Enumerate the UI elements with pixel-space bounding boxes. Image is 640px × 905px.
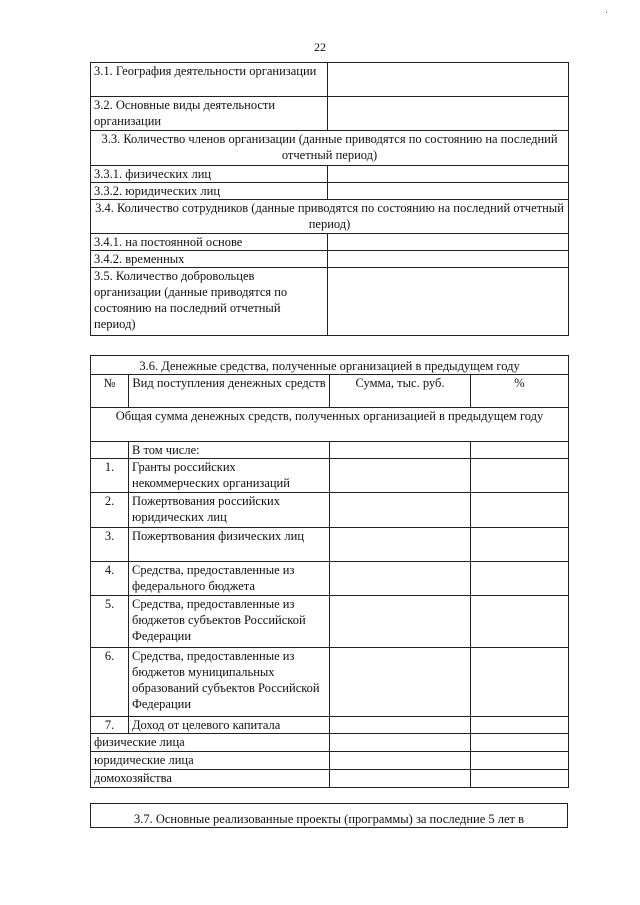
row-pct[interactable] (471, 648, 569, 717)
row-num: 4. (91, 562, 129, 596)
incl-num (91, 442, 129, 459)
members-physical-value[interactable] (328, 166, 569, 183)
employees-permanent-value[interactable] (328, 234, 569, 251)
row-sum[interactable] (330, 717, 471, 734)
row-label: Средства, предоставленные из бюджетов муниципальных образований субъектов Российской Федерации (129, 648, 330, 717)
activities-label: 3.2. Основные виды деятельности организации (91, 97, 328, 131)
employees-permanent-label: 3.4.1. на постоянной основе (91, 234, 328, 251)
row-label: Средства, предоставленные из бюджетов субъектов Российской Федерации (129, 596, 330, 648)
physical-persons-label: физические лица (91, 734, 330, 752)
row-sum[interactable] (330, 493, 471, 528)
row-pct[interactable] (471, 562, 569, 596)
employees-temporary-label: 3.4.2. временных (91, 251, 328, 268)
members-legal-label: 3.3.2. юридических лиц (91, 183, 328, 200)
physical-persons-sum[interactable] (330, 734, 471, 752)
members-heading: 3.3. Количество членов организации (данные приводятся по состоянию на последний отчетный период) (91, 131, 569, 166)
organization-info-table (90, 62, 569, 336)
physical-persons-pct[interactable] (471, 734, 569, 752)
projects-table (90, 803, 568, 828)
col-num-header: № (91, 375, 129, 408)
col-sum-header: Сумма, тыс. руб. (330, 375, 471, 408)
row-label: Пожертвования российских юридических лиц (129, 493, 330, 528)
households-pct[interactable] (471, 770, 569, 788)
activities-value[interactable] (328, 97, 569, 131)
total-funds-row: Общая сумма денежных средств, полученных организацией в предыдущем году (91, 408, 569, 442)
row-sum[interactable] (330, 596, 471, 648)
incl-pct[interactable] (471, 442, 569, 459)
legal-persons-sum[interactable] (330, 752, 471, 770)
legal-persons-label: юридические лица (91, 752, 330, 770)
funds-title: 3.6. Денежные средства, полученные организацией в предыдущем году (91, 356, 569, 375)
row-num: 7. (91, 717, 129, 734)
row-num: 5. (91, 596, 129, 648)
geography-value[interactable] (328, 63, 569, 97)
row-sum[interactable] (330, 648, 471, 717)
row-num: 1. (91, 459, 129, 493)
households-sum[interactable] (330, 770, 471, 788)
row-label: Доход от целевого капитала (129, 717, 330, 734)
employees-heading: 3.4. Количество сотрудников (данные приводятся по состоянию на последний отчетный период) (91, 200, 569, 234)
row-label: Гранты российских некоммерческих организаций (129, 459, 330, 493)
row-pct[interactable] (471, 717, 569, 734)
row-pct[interactable] (471, 596, 569, 648)
volunteers-label: 3.5. Количество добровольцев организации (данные приводятся по состоянию на последний отчетный период) (91, 268, 328, 336)
projects-title: 3.7. Основные реализованные проекты (программы) за последние 5 лет в (91, 804, 568, 828)
members-legal-value[interactable] (328, 183, 569, 200)
geography-label: 3.1. География деятельности организации (91, 63, 328, 97)
volunteers-value[interactable] (328, 268, 569, 336)
row-num: 6. (91, 648, 129, 717)
members-physical-label: 3.3.1. физических лиц (91, 166, 328, 183)
col-pct-header: % (471, 375, 569, 408)
incl-sum[interactable] (330, 442, 471, 459)
funds-table (90, 355, 569, 788)
row-num: 2. (91, 493, 129, 528)
row-label: Средства, предоставленные из федерального бюджета (129, 562, 330, 596)
scan-dot (606, 12, 607, 13)
row-sum[interactable] (330, 562, 471, 596)
col-kind-header: Вид поступления денежных средств (129, 375, 330, 408)
row-pct[interactable] (471, 493, 569, 528)
row-num: 3. (91, 528, 129, 562)
row-sum[interactable] (330, 459, 471, 493)
page-number: 22 (314, 40, 326, 54)
row-sum[interactable] (330, 528, 471, 562)
row-pct[interactable] (471, 459, 569, 493)
employees-temporary-value[interactable] (328, 251, 569, 268)
row-pct[interactable] (471, 528, 569, 562)
row-label: Пожертвования физических лиц (129, 528, 330, 562)
legal-persons-pct[interactable] (471, 752, 569, 770)
households-label: домохозяйства (91, 770, 330, 788)
incl-label: В том числе: (129, 442, 330, 459)
